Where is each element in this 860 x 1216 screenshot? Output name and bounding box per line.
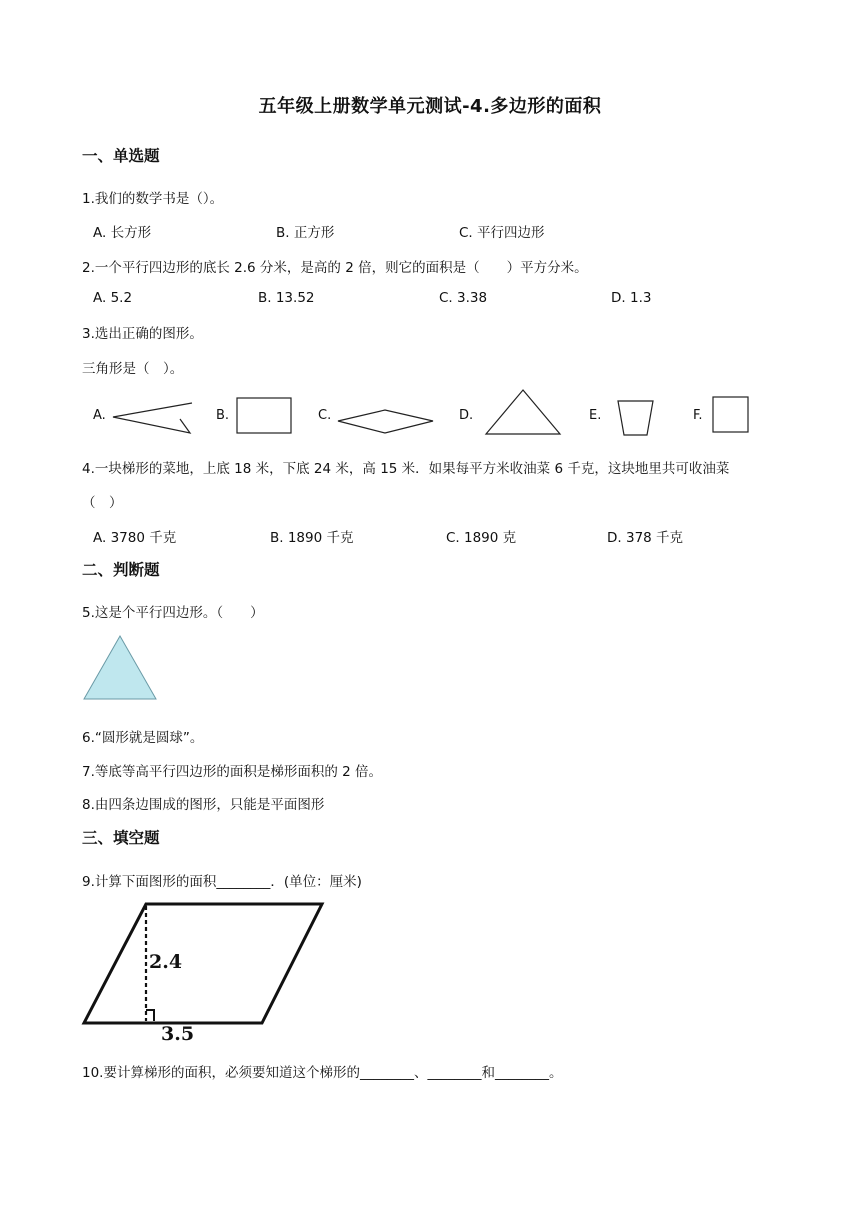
question-1: 1.我们的数学书是（）。 xyxy=(82,191,224,207)
question-3: 3.选出正确的图形。 xyxy=(82,326,203,342)
page-title: 五年级上册数学单元测试-4.多边形的面积 xyxy=(258,96,602,117)
question-6: 6.“圆形就是圆球”。 xyxy=(82,730,204,746)
q1-option-b: B. 正方形 xyxy=(276,225,335,241)
rectangle-shape xyxy=(236,397,293,435)
filled-triangle-figure xyxy=(82,634,158,702)
q2-option-b: B. 13.52 xyxy=(258,290,315,306)
q2-option-c: C. 3.38 xyxy=(439,290,488,306)
shape-label-d: D. xyxy=(459,408,474,423)
parallelogram-figure xyxy=(80,900,330,1048)
q4-option-c: C. 1890 克 xyxy=(446,530,517,546)
question-3-subtext: 三角形是（ ）。 xyxy=(82,361,184,377)
section-heading-single-choice: 一、单选题 xyxy=(82,147,160,165)
section-heading-fill-blank: 三、填空题 xyxy=(82,829,160,847)
question-5: 5.这是个平行四边形。（ ） xyxy=(82,605,264,621)
shape-label-c: C. xyxy=(318,408,332,423)
question-7: 7.等底等高平行四边形的面积是梯形面积的 2 倍。 xyxy=(82,764,383,780)
square-shape xyxy=(712,396,750,434)
shape-label-f: F. xyxy=(693,408,703,423)
question-9: 9.计算下面图形的面积________．(单位：厘米) xyxy=(82,874,362,890)
q4-option-d: D. 378 千克 xyxy=(607,530,684,546)
shape-label-e: E. xyxy=(589,408,602,423)
rhombus-shape xyxy=(337,408,435,436)
base-label: 3.5 xyxy=(161,1023,195,1045)
q4-option-b: B. 1890 千克 xyxy=(270,530,354,546)
q4-option-a: A. 3780 千克 xyxy=(93,530,177,546)
q2-option-d: D. 1.3 xyxy=(611,290,652,306)
trapezoid-shape xyxy=(616,398,656,438)
shape-label-b: B. xyxy=(216,408,230,423)
triangle-shape xyxy=(484,388,562,436)
shape-label-a: A. xyxy=(93,408,106,423)
question-8: 8.由四条边围成的图形，只能是平面图形 xyxy=(82,797,325,813)
question-10: 10.要计算梯形的面积，必须要知道这个梯形的________、________和________。 xyxy=(82,1065,563,1081)
q2-option-a: A. 5.2 xyxy=(93,290,133,306)
question-2: 2.一个平行四边形的底长 2.6 分米，是高的 2 倍，则它的面积是（ ）平方分米。 xyxy=(82,260,588,276)
question-4-line1: 4.一块梯形的菜地，上底 18 米，下底 24 米，高 15 米．如果每平方米收油菜 6 千克，这块地里共可收油菜 xyxy=(82,461,730,477)
q1-option-c: C. 平行四边形 xyxy=(459,225,545,241)
open-angle-shape xyxy=(110,400,194,436)
question-4-line2: （ ） xyxy=(82,495,123,511)
q1-option-a: A. 长方形 xyxy=(93,225,152,241)
section-heading-true-false: 二、判断题 xyxy=(82,561,160,579)
height-label: 2.4 xyxy=(149,951,183,973)
